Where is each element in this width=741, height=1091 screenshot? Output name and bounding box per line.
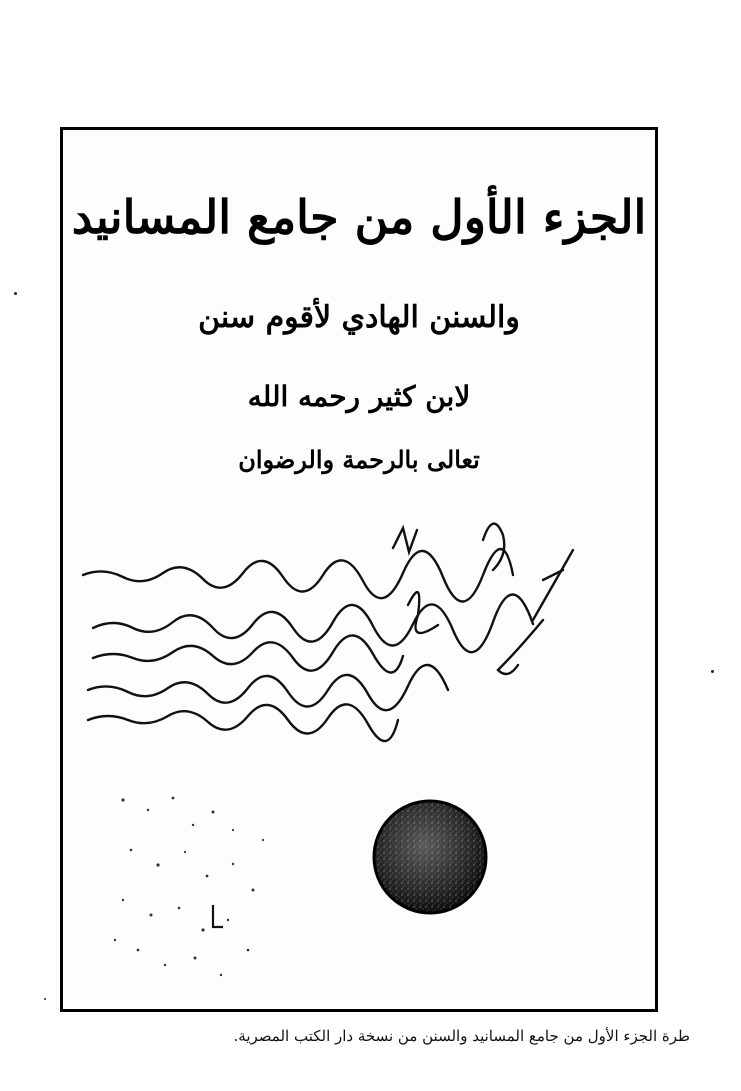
title-line-3: لابن كثير رحمه الله [247,380,471,413]
manuscript-title-page [60,127,658,1012]
title-line-4: تعالى بالرحمة والرضوان [238,445,480,474]
paper-speck [44,998,46,1000]
paper-speck [14,292,17,295]
faded-stamp [103,780,283,990]
title-line-1: الجزء الأول من جامع المسانيد [71,190,647,244]
library-seal [371,798,489,916]
title-line-2: والسنن الهادي لأقوم سنن [198,300,520,335]
figure-caption: طرة الجزء الأول من جامع المسانيد والسنن من نسخة دار الكتب المصرية. [233,1027,690,1045]
paper-speck [711,670,714,673]
